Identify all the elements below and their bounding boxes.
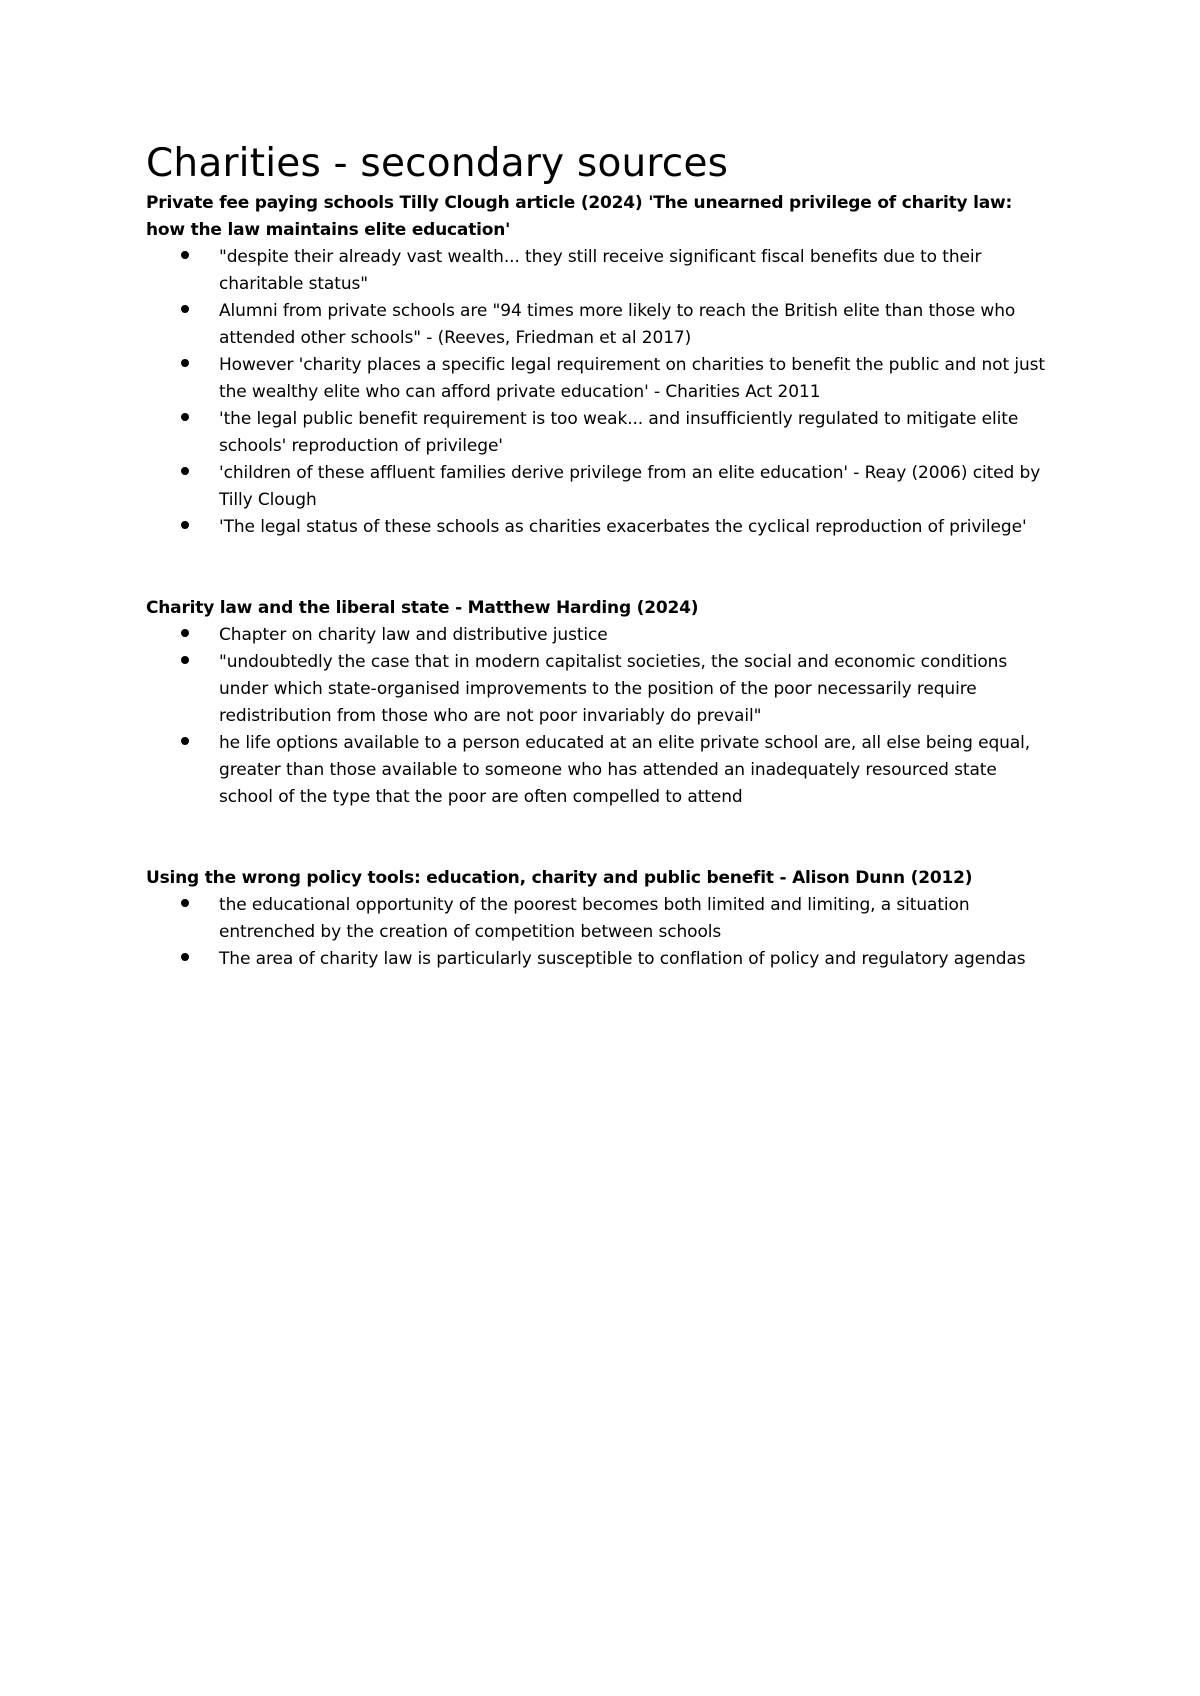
list-item <box>146 460 1046 514</box>
section-heading: Using the wrong policy tools: education, charity and public benefit - Alison Dunn (2012) <box>146 868 973 888</box>
bullet-icon <box>181 629 189 637</box>
document-title: Charities - secondary sources <box>146 141 729 186</box>
bullet-list <box>146 244 1046 541</box>
list-item <box>146 946 1046 973</box>
section-matthew-harding <box>146 595 1046 811</box>
list-item-text: Alumni from private schools are "94 times more likely to reach the British elite than those who attended other schools" - (Reeves, Friedman et al 2017) <box>219 301 1016 348</box>
list-item <box>146 514 1046 541</box>
list-item <box>146 352 1046 406</box>
bullet-icon <box>181 413 189 421</box>
list-item-text: 'children of these affluent families derive privilege from an elite education' - Reay (2006) cited by Tilly Clough <box>219 463 1041 510</box>
list-item <box>146 649 1046 730</box>
bullet-icon <box>181 656 189 664</box>
section-tilly-clough <box>146 190 1046 541</box>
bullet-icon <box>181 953 189 961</box>
list-item-text: Chapter on charity law and distributive justice <box>219 625 608 645</box>
list-item-text: The area of charity law is particularly susceptible to conflation of policy and regulatory agendas <box>219 949 1026 969</box>
paragraph-spacer <box>146 811 1046 865</box>
section-heading: Charity law and the liberal state - Matthew Harding (2024) <box>146 598 699 618</box>
section-alison-dunn <box>146 865 1046 973</box>
list-item-text: However 'charity places a specific legal requirement on charities to benefit the public and not just the wealthy elite who can afford private education' - Charities Act 2011 <box>219 355 1045 402</box>
list-item <box>146 298 1046 352</box>
list-item-text: 'the legal public benefit requirement is too weak... and insufficiently regulated to mitigate elite schools' reproduction of privilege' <box>219 409 1019 456</box>
list-item-text: "despite their already vast wealth... they still receive significant fiscal benefits due to their charitable status" <box>219 247 982 294</box>
bullet-icon <box>181 737 189 745</box>
paragraph-spacer <box>146 541 1046 595</box>
list-item <box>146 892 1046 946</box>
list-item <box>146 622 1046 649</box>
bullet-icon <box>181 251 189 259</box>
list-item-text: the educational opportunity of the poorest becomes both limited and limiting, a situation entrenched by the creation of competition between schools <box>219 895 970 942</box>
bullet-icon <box>181 521 189 529</box>
list-item <box>146 730 1046 811</box>
list-item <box>146 244 1046 298</box>
bullet-icon <box>181 467 189 475</box>
list-item-text: 'The legal status of these schools as charities exacerbates the cyclical reproduction of privilege' <box>219 517 1027 537</box>
list-item-text: he life options available to a person educated at an elite private school are, all else being equal, greater than those available to someone who has attended an inadequately resourced state school of the type that the poor are often compelled to attend <box>219 733 1031 807</box>
document-page <box>146 140 1046 973</box>
bullet-icon <box>181 305 189 313</box>
list-item-text: "undoubtedly the case that in modern capitalist societies, the social and economic conditions under which state-organised improvements to the position of the poor necessarily require redistribution from those who are not poor invariably do prevail" <box>219 652 1008 726</box>
list-item <box>146 406 1046 460</box>
bullet-list <box>146 622 1046 811</box>
bullet-list <box>146 892 1046 973</box>
bullet-icon <box>181 359 189 367</box>
bullet-icon <box>181 899 189 907</box>
section-heading: Private fee paying schools Tilly Clough article (2024) 'The unearned privilege of charity law: how the law maintains elite education' <box>146 193 1013 240</box>
